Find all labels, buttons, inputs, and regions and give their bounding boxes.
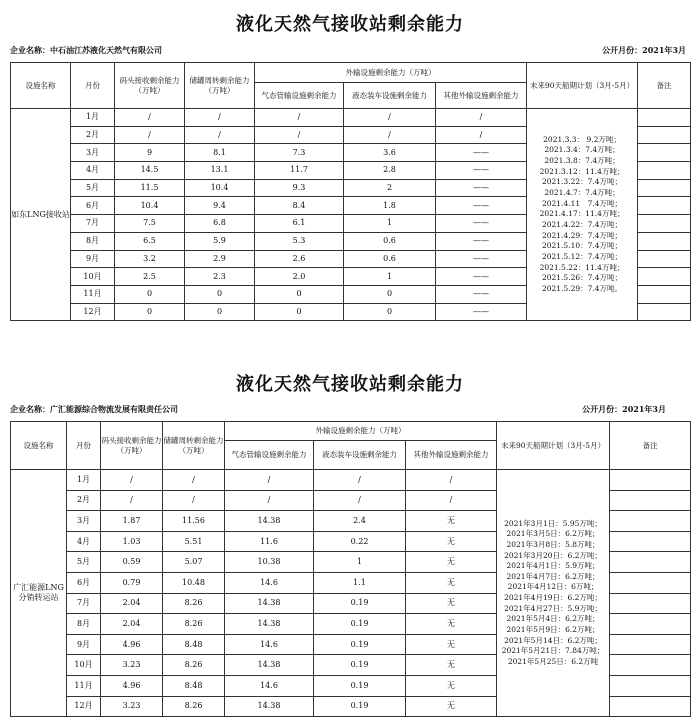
header-storage: 储罐周转剩余能力（万吨） bbox=[185, 63, 255, 109]
other-capacity-cell: —— bbox=[436, 268, 527, 286]
month-cell: 3月 bbox=[71, 144, 115, 162]
gas-pipe-capacity-cell: 14.38 bbox=[225, 614, 314, 635]
other-capacity-cell: —— bbox=[436, 162, 527, 180]
header-plan: 未来90天船期计划（3月-5月） bbox=[527, 63, 638, 109]
dock-capacity-cell: 3.23 bbox=[101, 655, 163, 676]
header-liquid-truck: 液态装车设施剩余能力 bbox=[314, 441, 406, 470]
liquid-truck-capacity-cell: 1 bbox=[344, 268, 436, 286]
other-capacity-cell: 无 bbox=[406, 675, 497, 696]
shipping-plan-line: 2021.3.12：11.4万吨； bbox=[539, 166, 625, 176]
shipping-plan-line: 2021.4.29：7.4万吨； bbox=[541, 230, 623, 240]
remark-cell bbox=[610, 593, 691, 614]
dock-capacity-cell: 2.04 bbox=[101, 614, 163, 635]
month-cell: 5月 bbox=[67, 552, 101, 573]
liquid-truck-capacity-cell: 2 bbox=[344, 179, 436, 197]
liquid-truck-capacity-cell: / bbox=[344, 126, 436, 144]
facility-name: 广汇能源LNG分销转运站 bbox=[11, 470, 67, 717]
storage-capacity-cell: 13.1 bbox=[185, 162, 255, 180]
remark-cell bbox=[638, 268, 691, 286]
other-capacity-cell: 无 bbox=[406, 593, 497, 614]
dock-capacity-cell: 0 bbox=[115, 303, 185, 321]
shipping-plan bbox=[527, 109, 638, 321]
remark-cell bbox=[638, 179, 691, 197]
month-cell: 10月 bbox=[71, 268, 115, 286]
remark-cell bbox=[638, 162, 691, 180]
storage-capacity-cell: 8.48 bbox=[163, 634, 225, 655]
shipping-plan-line: 2021年4月1日：5.9万吨； bbox=[506, 561, 600, 571]
remark-cell bbox=[610, 675, 691, 696]
month-cell: 8月 bbox=[71, 232, 115, 250]
capacity-table bbox=[10, 62, 691, 321]
storage-capacity-cell: / bbox=[163, 470, 225, 491]
month-cell: 2月 bbox=[67, 490, 101, 511]
other-capacity-cell: / bbox=[406, 470, 497, 491]
shipping-plan-line: 2021.3.8：7.4万吨； bbox=[544, 156, 620, 166]
gas-pipe-capacity-cell: 2.0 bbox=[255, 268, 344, 286]
shipping-plan-line: 2021.3.22：7.4万吨； bbox=[541, 177, 623, 187]
dock-capacity-cell: 4.96 bbox=[101, 634, 163, 655]
dock-capacity-cell: 0 bbox=[115, 285, 185, 303]
dock-capacity-cell: / bbox=[115, 126, 185, 144]
liquid-truck-capacity-cell: 2.8 bbox=[344, 162, 436, 180]
remark-cell bbox=[610, 470, 691, 491]
storage-capacity-cell: / bbox=[185, 126, 255, 144]
remark-cell bbox=[638, 215, 691, 233]
storage-capacity-cell: 0 bbox=[185, 303, 255, 321]
gas-pipe-capacity-cell: 0 bbox=[255, 285, 344, 303]
header-remark: 备注 bbox=[610, 422, 691, 470]
shipping-plan-line: 2021年4月12日：6万吨； bbox=[507, 582, 599, 592]
header-storage: 储罐周转剩余能力（万吨） bbox=[163, 422, 225, 470]
liquid-truck-capacity-cell: 0.6 bbox=[344, 232, 436, 250]
dock-capacity-cell: 14.5 bbox=[115, 162, 185, 180]
liquid-truck-capacity-cell: 0.6 bbox=[344, 250, 436, 268]
dock-capacity-cell: 11.5 bbox=[115, 179, 185, 197]
gas-pipe-capacity-cell: 14.38 bbox=[225, 696, 314, 717]
gas-pipe-capacity-cell: 14.6 bbox=[225, 572, 314, 593]
gas-pipe-capacity-cell: 14.6 bbox=[225, 675, 314, 696]
month-cell: 9月 bbox=[71, 250, 115, 268]
month-cell: 11月 bbox=[67, 675, 101, 696]
other-capacity-cell: —— bbox=[436, 215, 527, 233]
storage-capacity-cell: 10.48 bbox=[163, 572, 225, 593]
shipping-plan-line: 2021.5.29：7.4万吨。 bbox=[541, 283, 623, 293]
storage-capacity-cell: 8.1 bbox=[185, 144, 255, 162]
liquid-truck-capacity-cell: 0.19 bbox=[314, 593, 406, 614]
other-capacity-cell: —— bbox=[436, 285, 527, 303]
company-name: 企业名称：广汇能源综合物流发展有限责任公司 bbox=[10, 404, 178, 414]
dock-capacity-cell: / bbox=[101, 470, 163, 491]
storage-capacity-cell: 6.8 bbox=[185, 215, 255, 233]
dock-capacity-cell: 0.59 bbox=[101, 552, 163, 573]
remark-cell bbox=[638, 303, 691, 321]
other-capacity-cell: 无 bbox=[406, 531, 497, 552]
storage-capacity-cell: 8.26 bbox=[163, 696, 225, 717]
dock-capacity-cell: 4.96 bbox=[101, 675, 163, 696]
month-cell: 7月 bbox=[71, 215, 115, 233]
other-capacity-cell: / bbox=[436, 109, 527, 127]
month-cell: 1月 bbox=[71, 109, 115, 127]
dock-capacity-cell: 3.2 bbox=[115, 250, 185, 268]
header-dock: 码头接收剩余能力（万吨） bbox=[115, 63, 185, 109]
header-dock: 码头接收剩余能力（万吨） bbox=[101, 422, 163, 470]
shipping-plan-line: 2021.5.22：11.4万吨； bbox=[539, 262, 625, 272]
other-capacity-cell: 无 bbox=[406, 696, 497, 717]
shipping-plan-line: 2021年5月25日：6.2万吨 bbox=[507, 656, 599, 666]
sheet-guanghui bbox=[0, 366, 700, 728]
storage-capacity-cell: 8.26 bbox=[163, 614, 225, 635]
gas-pipe-capacity-cell: 14.38 bbox=[225, 511, 314, 532]
company-name: 企业名称：中石油江苏液化天然气有限公司 bbox=[10, 45, 162, 55]
dock-capacity-cell: 2.04 bbox=[101, 593, 163, 614]
remark-cell bbox=[638, 197, 691, 215]
shipping-plan-line: 2021年4月27日：5.9万吨； bbox=[504, 603, 602, 613]
shipping-plan-line: 2021.4.17：11.4万吨； bbox=[539, 209, 625, 219]
dock-capacity-cell: 0.79 bbox=[101, 572, 163, 593]
liquid-truck-capacity-cell: 0.22 bbox=[314, 531, 406, 552]
other-capacity-cell: —— bbox=[436, 144, 527, 162]
liquid-truck-capacity-cell: 0.19 bbox=[314, 675, 406, 696]
facility-name: 如东LNG接收站 bbox=[11, 109, 71, 321]
other-capacity-cell: —— bbox=[436, 197, 527, 215]
liquid-truck-capacity-cell: 1.8 bbox=[344, 197, 436, 215]
other-capacity-cell: 无 bbox=[406, 614, 497, 635]
month-cell: 5月 bbox=[71, 179, 115, 197]
publish-month: 公开月份：2021年3月 bbox=[582, 404, 666, 414]
gas-pipe-capacity-cell: 0 bbox=[255, 303, 344, 321]
remark-cell bbox=[610, 572, 691, 593]
remark-cell bbox=[638, 285, 691, 303]
gas-pipe-capacity-cell: 5.3 bbox=[255, 232, 344, 250]
other-capacity-cell: —— bbox=[436, 303, 527, 321]
remark-cell bbox=[610, 490, 691, 511]
shipping-plan-line: 2021年3月20日：6.2万吨； bbox=[504, 550, 602, 560]
dock-capacity-cell: / bbox=[101, 490, 163, 511]
gas-pipe-capacity-cell: 14.38 bbox=[225, 655, 314, 676]
month-cell: 4月 bbox=[67, 531, 101, 552]
remark-cell bbox=[638, 126, 691, 144]
shipping-plan-line: 2021年4月19日：6.2万吨； bbox=[504, 593, 602, 603]
remark-cell bbox=[610, 531, 691, 552]
other-capacity-cell: / bbox=[436, 126, 527, 144]
remark-cell bbox=[638, 250, 691, 268]
other-capacity-cell: / bbox=[406, 490, 497, 511]
liquid-truck-capacity-cell: / bbox=[344, 109, 436, 127]
month-cell: 8月 bbox=[67, 614, 101, 635]
shipping-plan-line: 2021.5.12：7.4万吨； bbox=[541, 251, 623, 261]
dock-capacity-cell: 1.87 bbox=[101, 511, 163, 532]
storage-capacity-cell: 8.48 bbox=[163, 675, 225, 696]
remark-cell bbox=[610, 696, 691, 717]
month-cell: 12月 bbox=[71, 303, 115, 321]
other-capacity-cell: —— bbox=[436, 250, 527, 268]
dock-capacity-cell: 6.5 bbox=[115, 232, 185, 250]
month-cell: 10月 bbox=[67, 655, 101, 676]
gas-pipe-capacity-cell: / bbox=[225, 490, 314, 511]
shipping-plan-line: 2021年5月4日：6.2万吨； bbox=[506, 614, 600, 624]
gas-pipe-capacity-cell: 9.3 bbox=[255, 179, 344, 197]
header-gas-pipe: 气态管输设施剩余能力 bbox=[225, 441, 314, 470]
dock-capacity-cell: 10.4 bbox=[115, 197, 185, 215]
table-row bbox=[11, 109, 691, 127]
remark-cell bbox=[638, 232, 691, 250]
gas-pipe-capacity-cell: 7.3 bbox=[255, 144, 344, 162]
storage-capacity-cell: 10.4 bbox=[185, 179, 255, 197]
header-remark: 备注 bbox=[638, 63, 691, 109]
other-capacity-cell: 无 bbox=[406, 655, 497, 676]
header-plan: 未来90天船期计划（3月-5月） bbox=[497, 422, 610, 470]
storage-capacity-cell: 5.51 bbox=[163, 531, 225, 552]
shipping-plan-line: 2021.3.4：7.4万吨； bbox=[544, 145, 620, 155]
remark-cell bbox=[610, 634, 691, 655]
gas-pipe-capacity-cell: / bbox=[255, 109, 344, 127]
dock-capacity-cell: 3.23 bbox=[101, 696, 163, 717]
shipping-plan-line: 2021年5月9日：6.2万吨； bbox=[506, 624, 600, 634]
month-cell: 4月 bbox=[71, 162, 115, 180]
other-capacity-cell: 无 bbox=[406, 634, 497, 655]
shipping-plan-line: 2021年3月5日：6.2万吨； bbox=[506, 529, 600, 539]
shipping-plan-line: 2021年5月14日：6.2万吨； bbox=[504, 635, 602, 645]
liquid-truck-capacity-cell: 0 bbox=[344, 285, 436, 303]
storage-capacity-cell: 9.4 bbox=[185, 197, 255, 215]
storage-capacity-cell: 2.9 bbox=[185, 250, 255, 268]
month-cell: 9月 bbox=[67, 634, 101, 655]
liquid-truck-capacity-cell: 1 bbox=[314, 552, 406, 573]
shipping-plan-line: 2021年3月8日：5.8万吨； bbox=[506, 539, 600, 549]
header-month: 月份 bbox=[71, 63, 115, 109]
liquid-truck-capacity-cell: 0.19 bbox=[314, 614, 406, 635]
header-other: 其他外输设施剩余能力 bbox=[436, 83, 527, 109]
gas-pipe-capacity-cell: 11.6 bbox=[225, 531, 314, 552]
storage-capacity-cell: 8.26 bbox=[163, 655, 225, 676]
dock-capacity-cell: 9 bbox=[115, 144, 185, 162]
shipping-plan-line: 2021.5.26：7.4万吨； bbox=[541, 273, 623, 283]
dock-capacity-cell: / bbox=[115, 109, 185, 127]
liquid-truck-capacity-cell: / bbox=[314, 470, 406, 491]
liquid-truck-capacity-cell: 0.19 bbox=[314, 655, 406, 676]
other-capacity-cell: 无 bbox=[406, 511, 497, 532]
month-cell: 7月 bbox=[67, 593, 101, 614]
remark-cell bbox=[610, 511, 691, 532]
liquid-truck-capacity-cell: 3.6 bbox=[344, 144, 436, 162]
gas-pipe-capacity-cell: 6.1 bbox=[255, 215, 344, 233]
storage-capacity-cell: 8.26 bbox=[163, 593, 225, 614]
publish-month: 公开月份：2021年3月 bbox=[602, 45, 686, 55]
month-cell: 12月 bbox=[67, 696, 101, 717]
sheet-title: 液化天然气接收站剩余能力 bbox=[236, 14, 464, 35]
gas-pipe-capacity-cell: 14.6 bbox=[225, 634, 314, 655]
storage-capacity-cell: / bbox=[185, 109, 255, 127]
liquid-truck-capacity-cell: 1 bbox=[344, 215, 436, 233]
other-capacity-cell: —— bbox=[436, 232, 527, 250]
storage-capacity-cell: 5.9 bbox=[185, 232, 255, 250]
remark-cell bbox=[610, 614, 691, 635]
storage-capacity-cell: 5.07 bbox=[163, 552, 225, 573]
gas-pipe-capacity-cell: 2.6 bbox=[255, 250, 344, 268]
shipping-plan-line: 2021.4.11 7.4万吨； bbox=[541, 198, 623, 208]
header-month: 月份 bbox=[67, 422, 101, 470]
other-capacity-cell: —— bbox=[436, 179, 527, 197]
liquid-truck-capacity-cell: 0.19 bbox=[314, 634, 406, 655]
header-facility: 设施名称 bbox=[11, 422, 67, 470]
gas-pipe-capacity-cell: / bbox=[255, 126, 344, 144]
storage-capacity-cell: / bbox=[163, 490, 225, 511]
shipping-plan-line: 2021.3.3： 9.2万吨； bbox=[543, 134, 621, 144]
capacity-table bbox=[10, 421, 691, 717]
other-capacity-cell: 无 bbox=[406, 572, 497, 593]
dock-capacity-cell: 1.03 bbox=[101, 531, 163, 552]
month-cell: 3月 bbox=[67, 511, 101, 532]
liquid-truck-capacity-cell: 1.1 bbox=[314, 572, 406, 593]
liquid-truck-capacity-cell: 0.19 bbox=[314, 696, 406, 717]
storage-capacity-cell: 11.56 bbox=[163, 511, 225, 532]
shipping-plan-line: 2021.4.7：7.4万吨； bbox=[544, 188, 620, 198]
liquid-truck-capacity-cell: 2.4 bbox=[314, 511, 406, 532]
gas-pipe-capacity-cell: / bbox=[225, 470, 314, 491]
storage-capacity-cell: 2.3 bbox=[185, 268, 255, 286]
header-gas-pipe: 气态管输设施剩余能力 bbox=[255, 83, 344, 109]
header-transport: 外输设施剩余能力（万吨） bbox=[255, 63, 527, 83]
dock-capacity-cell: 2.5 bbox=[115, 268, 185, 286]
month-cell: 2月 bbox=[71, 126, 115, 144]
shipping-plan-line: 2021.4.22：7.4万吨； bbox=[541, 219, 623, 229]
sheet-title: 液化天然气接收站剩余能力 bbox=[236, 374, 464, 395]
shipping-plan-line: 2021年4月7日：6.2万吨； bbox=[506, 571, 600, 581]
sheet-rudong bbox=[0, 0, 700, 333]
remark-cell bbox=[638, 144, 691, 162]
shipping-plan-line: 2021年3月1日：5.95万吨； bbox=[504, 518, 602, 528]
dock-capacity-cell: 7.5 bbox=[115, 215, 185, 233]
header-transport: 外输设施剩余能力（万吨） bbox=[225, 422, 497, 441]
remark-cell bbox=[610, 552, 691, 573]
remark-cell bbox=[610, 655, 691, 676]
other-capacity-cell: 无 bbox=[406, 552, 497, 573]
liquid-truck-capacity-cell: / bbox=[314, 490, 406, 511]
month-cell: 1月 bbox=[67, 470, 101, 491]
header-facility: 设施名称 bbox=[11, 63, 71, 109]
month-cell: 6月 bbox=[71, 197, 115, 215]
header-liquid-truck: 液态装车设施剩余能力 bbox=[344, 83, 436, 109]
gas-pipe-capacity-cell: 14.38 bbox=[225, 593, 314, 614]
shipping-plan bbox=[497, 470, 610, 717]
gas-pipe-capacity-cell: 8.4 bbox=[255, 197, 344, 215]
month-cell: 6月 bbox=[67, 572, 101, 593]
gas-pipe-capacity-cell: 11.7 bbox=[255, 162, 344, 180]
storage-capacity-cell: 0 bbox=[185, 285, 255, 303]
remark-cell bbox=[638, 109, 691, 127]
liquid-truck-capacity-cell: 0 bbox=[344, 303, 436, 321]
month-cell: 11月 bbox=[71, 285, 115, 303]
table-row bbox=[11, 470, 691, 491]
shipping-plan-line: 2021年5月21日：7.84万吨； bbox=[501, 646, 605, 656]
header-other: 其他外输设施剩余能力 bbox=[406, 441, 497, 470]
shipping-plan-line: 2021.5.10：7.4万吨； bbox=[541, 241, 623, 251]
gas-pipe-capacity-cell: 10.38 bbox=[225, 552, 314, 573]
